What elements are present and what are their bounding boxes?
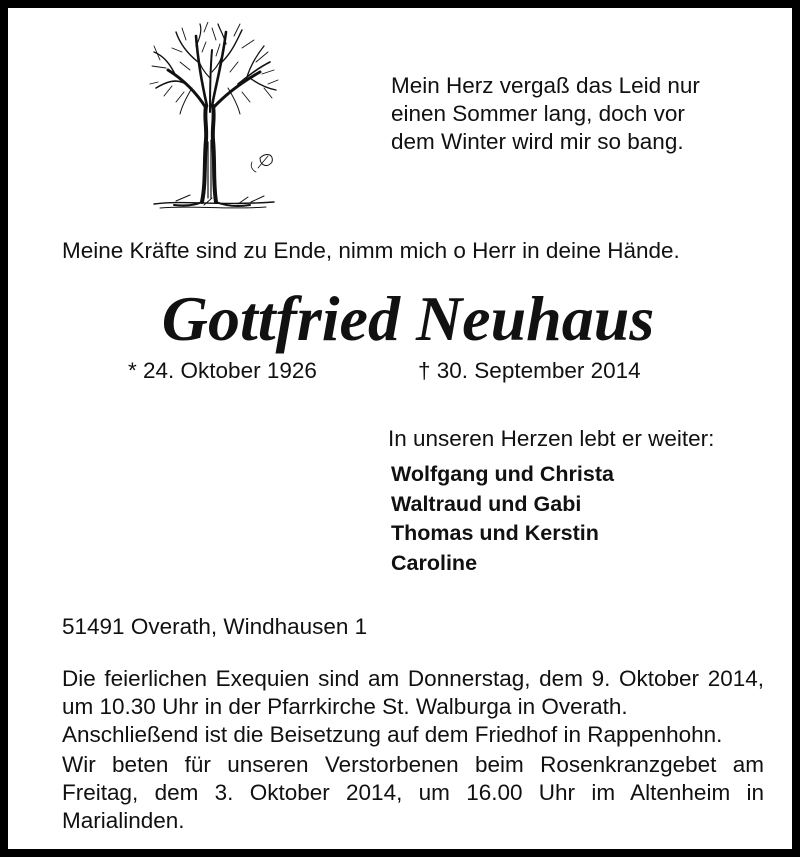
poem-line: dem Winter wird mir so bang.: [391, 129, 684, 154]
mourner-name: Wolfgang und Christa: [391, 462, 614, 486]
poem-line: Mein Herz vergaß das Leid nur: [391, 73, 700, 98]
poem-line: einen Sommer lang, doch vor: [391, 101, 685, 126]
mourner-name: Waltraud und Gabi: [391, 491, 582, 516]
mourner-name: Caroline: [391, 550, 478, 575]
family-address: 51491 Overath, Windhausen 1: [62, 614, 368, 639]
deceased-name: Gottfried Neuhaus: [161, 283, 655, 354]
funeral-service-notice: Die feierlichen Exequien sind am Donnerstag, dem 9. Oktober 2014, um 10.30 Uhr in der Pfarrkirche St. Walburga in Overath.: [62, 666, 764, 719]
poem-verse: [391, 72, 700, 156]
burial-notice: Anschließend ist die Beisetzung auf dem Friedhof in Rappenhohn.: [62, 722, 723, 747]
mourners-intro: In unseren Herzen lebt er weiter:: [388, 426, 715, 451]
bare-tree-icon: [146, 22, 281, 218]
death-date: † 30. September 2014: [418, 358, 641, 383]
birth-date: * 24. Oktober 1926: [128, 358, 317, 383]
rosary-prayer-notice: Wir beten für unseren Verstorbenen beim Rosenkranzgebet am Freitag, dem 3. Oktober 2014, um 16.00 Uhr im Altenheim in Marialinden.: [62, 752, 764, 833]
prayer-line: Meine Kräfte sind zu Ende, nimm mich o Herr in deine Hände.: [62, 238, 680, 263]
mourner-name: Thomas und Kerstin: [391, 521, 599, 545]
mourners-list: [391, 460, 614, 578]
